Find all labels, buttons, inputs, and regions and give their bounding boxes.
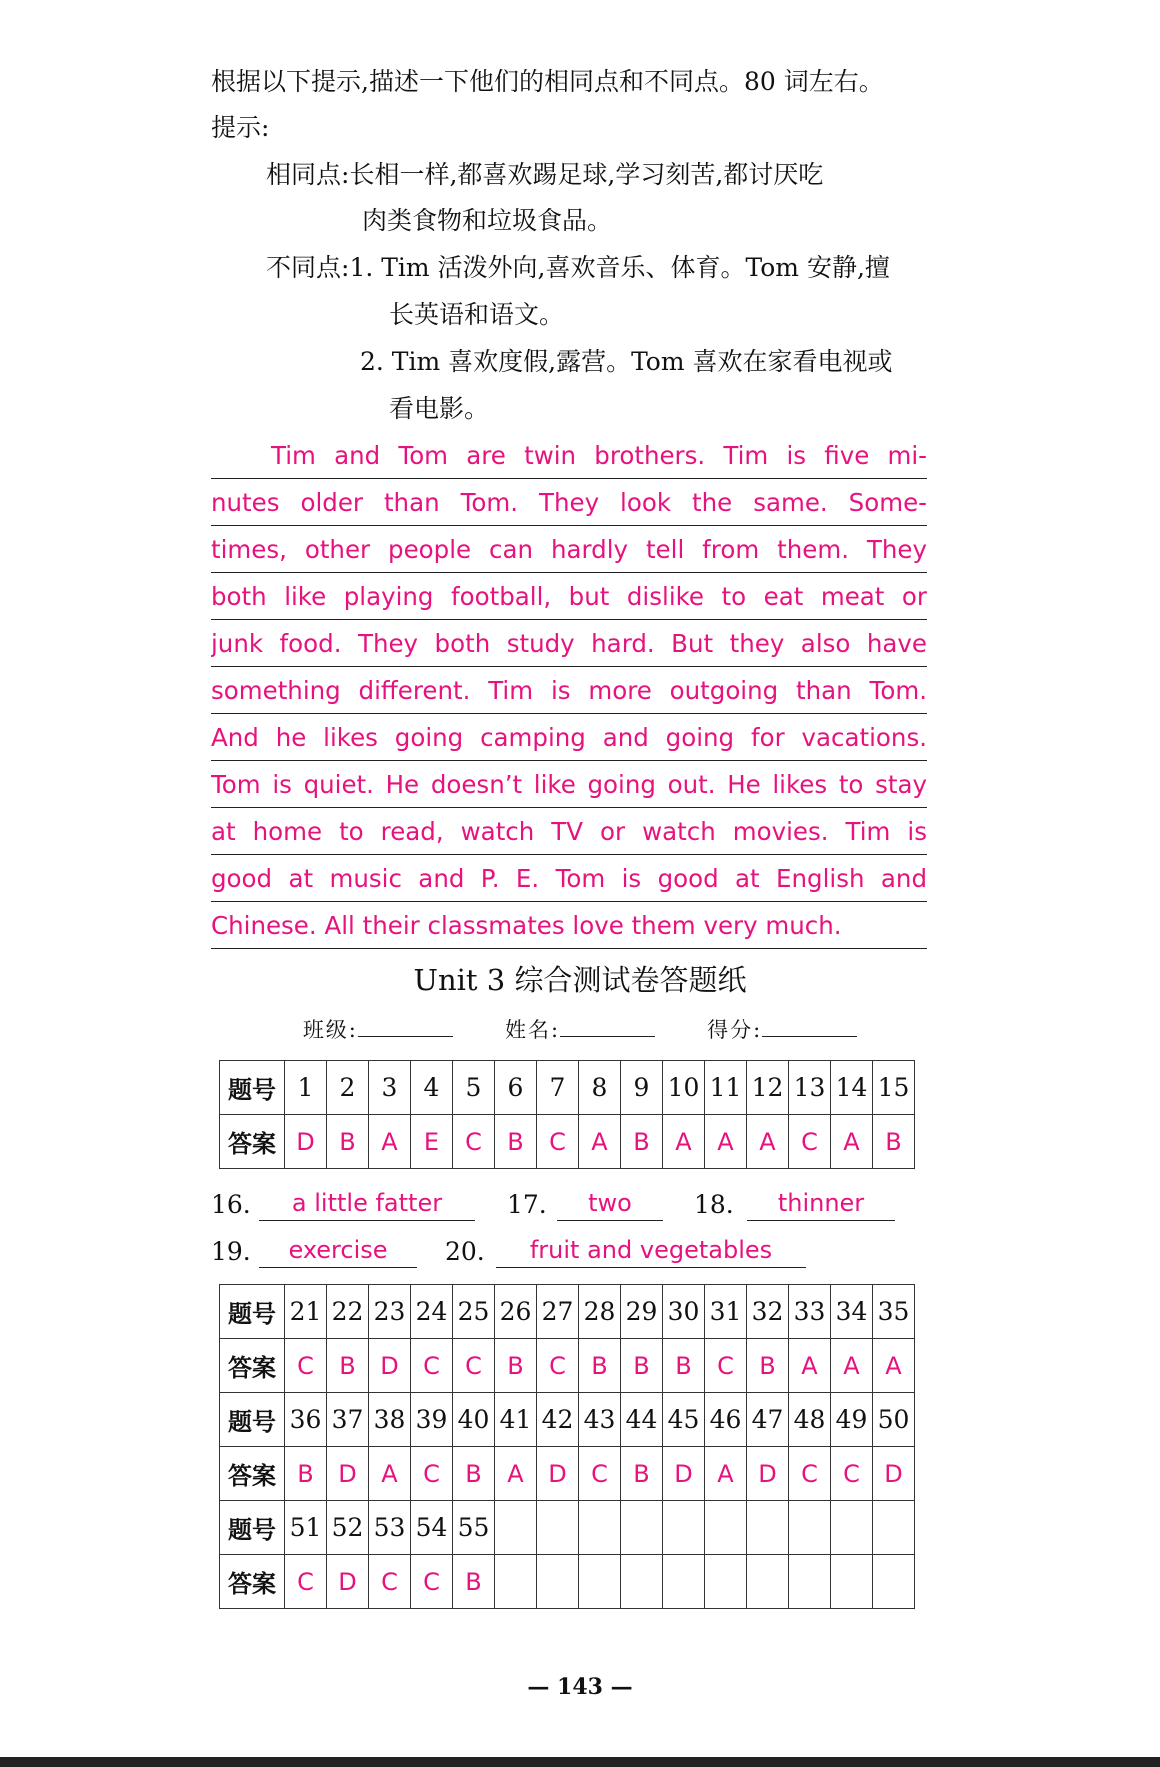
question-number: 22 [327,1285,369,1339]
essay-line-6: something different. Tim is more outgoing than Tom. [211,669,927,714]
question-number: 10 [663,1061,705,1115]
answer-cell: D [873,1447,915,1501]
question-number: 43 [579,1393,621,1447]
num-label: 题号 [220,1393,285,1447]
answer-cell: B [873,1115,915,1169]
answer-cell: D [369,1339,411,1393]
answer-cell: B [621,1339,663,1393]
empty-cell [495,1501,537,1555]
prompt-line-1: 根据以下提示,描述一下他们的相同点和不同点。80 词左右。 [211,67,884,96]
answer-cell: C [789,1115,831,1169]
class-blank[interactable] [358,1016,453,1037]
empty-cell [579,1501,621,1555]
question-number: 49 [831,1393,873,1447]
question-number: 13 [789,1061,831,1115]
answer-cell: B [327,1339,369,1393]
empty-cell [621,1501,663,1555]
answer-cell: A [369,1115,411,1169]
essay-line-3: times, other people can hardly tell from them. They [211,528,927,573]
num-label: 题号 [220,1501,285,1555]
answer-cell: D [285,1115,327,1169]
essay-line-8: Tom is quiet. He doesn’t like going out. He likes to stay [211,763,927,808]
answer-cell: D [327,1447,369,1501]
answer-cell: C [285,1555,327,1609]
table-row [220,1393,915,1447]
answer-cell: D [663,1447,705,1501]
diff-line-1b: 长英语和语文。 [389,300,565,329]
question-number: 1 [285,1061,327,1115]
question-number: 44 [621,1393,663,1447]
name-blank[interactable] [560,1016,655,1037]
question-number: 31 [705,1285,747,1339]
score-label: 得分: [707,1018,763,1042]
question-number: 15 [873,1061,915,1115]
table-row [220,1501,915,1555]
ans-label: 答案 [220,1555,285,1609]
answer-cell: C [537,1339,579,1393]
empty-cell [705,1501,747,1555]
diff-label: 不同点: [266,253,350,282]
score-blank[interactable] [762,1016,857,1037]
essay-line-9: at home to read, watch TV or watch movies. Tim is [211,810,927,855]
table-row [220,1115,915,1169]
ans-label: 答案 [220,1339,285,1393]
answer-cell: C [579,1447,621,1501]
question-number: 21 [285,1285,327,1339]
question-number: 11 [705,1061,747,1115]
question-number: 51 [285,1501,327,1555]
answer-cell: B [621,1447,663,1501]
q19-number: 19. [211,1237,251,1266]
q20-number: 20. [445,1237,485,1266]
empty-cell [537,1501,579,1555]
empty-cell [873,1501,915,1555]
similar-text-1: 长相一样,都喜欢踢足球,学习刻苦,都讨厌吃 [349,160,824,189]
answer-cell: C [831,1447,873,1501]
answer-cell: D [327,1555,369,1609]
answer-cell: C [789,1447,831,1501]
answer-cell: A [495,1447,537,1501]
num-label: 题号 [220,1285,285,1339]
answer-cell: A [369,1447,411,1501]
question-number: 39 [411,1393,453,1447]
answer-cell: B [621,1115,663,1169]
question-number: 52 [327,1501,369,1555]
question-number: 8 [579,1061,621,1115]
essay-line-11: Chinese. All their classmates love them very much. [211,904,927,949]
essay-line-2: nutes older than Tom. They look the same. Some- [211,481,927,526]
question-number: 38 [369,1393,411,1447]
empty-cell [579,1555,621,1609]
answer-cell: A [831,1115,873,1169]
student-info-line [0,1014,1160,1044]
empty-cell [663,1501,705,1555]
essay-line-1: Tim and Tom are twin brothers. Tim is five mi- [211,434,927,479]
table-row [220,1447,915,1501]
question-number: 5 [453,1061,495,1115]
answer-cell: C [453,1115,495,1169]
question-number: 2 [327,1061,369,1115]
question-number: 12 [747,1061,789,1115]
answer-cell: B [495,1339,537,1393]
similar-line-1 [266,157,823,193]
num-label: 题号 [220,1061,285,1115]
question-number: 40 [453,1393,495,1447]
answer-cell: A [705,1115,747,1169]
question-number: 28 [579,1285,621,1339]
empty-cell [747,1501,789,1555]
answer-cell: A [663,1115,705,1169]
question-number: 29 [621,1285,663,1339]
q16-number: 16. [211,1190,251,1219]
answer-cell: C [285,1339,327,1393]
question-number: 50 [873,1393,915,1447]
answer-cell: A [873,1339,915,1393]
answer-cell: C [369,1555,411,1609]
answer-cell: A [747,1115,789,1169]
similar-line-2: 肉类食物和垃圾食品。 [362,206,613,235]
question-number: 4 [411,1061,453,1115]
empty-cell [663,1555,705,1609]
answer-table-1 [219,1060,915,1169]
answer-cell: C [453,1339,495,1393]
empty-cell [831,1555,873,1609]
question-number: 23 [369,1285,411,1339]
empty-cell [621,1555,663,1609]
diff-text-1a: 1. Tim 活泼外向,喜欢音乐、体育。Tom 安静,擅 [349,253,890,282]
class-label: 班级: [302,1018,358,1042]
question-number: 3 [369,1061,411,1115]
essay-line-7: And he likes going camping and going for vacations. [211,716,927,761]
empty-cell [747,1555,789,1609]
question-number: 54 [411,1501,453,1555]
empty-cell [789,1501,831,1555]
answer-cell: B [495,1115,537,1169]
answer-cell: B [285,1447,327,1501]
question-number: 45 [663,1393,705,1447]
similar-label: 相同点: [266,160,350,189]
answer-cell: A [579,1115,621,1169]
question-number: 33 [789,1285,831,1339]
essay-line-10: good at music and P. E. Tom is good at English and [211,857,927,902]
question-number: 42 [537,1393,579,1447]
answer-cell: A [831,1339,873,1393]
table-row [220,1285,915,1339]
question-number: 55 [453,1501,495,1555]
essay-line-4: both like playing football, but dislike to eat meat or [211,575,927,620]
empty-cell [495,1555,537,1609]
answer-cell: B [453,1555,495,1609]
question-number: 9 [621,1061,663,1115]
page-number: — 143 — [527,1674,633,1700]
question-number: 27 [537,1285,579,1339]
answer-cell: A [789,1339,831,1393]
empty-cell [537,1555,579,1609]
question-number: 30 [663,1285,705,1339]
question-number: 41 [495,1393,537,1447]
question-number: 6 [495,1061,537,1115]
answer-cell: B [747,1339,789,1393]
essay-line-5: junk food. They both study hard. But they also have [211,622,927,667]
answer-cell: C [411,1339,453,1393]
answer-cell: C [537,1115,579,1169]
question-number: 26 [495,1285,537,1339]
question-number: 32 [747,1285,789,1339]
table-row [220,1061,915,1115]
answer-cell: D [747,1447,789,1501]
answer-cell: C [411,1555,453,1609]
question-number: 46 [705,1393,747,1447]
question-number: 47 [747,1393,789,1447]
question-number: 36 [285,1393,327,1447]
answer-cell: B [663,1339,705,1393]
prompt-line-2: 提示: [211,113,270,142]
table-row [220,1555,915,1609]
sheet-title: Unit 3 综合测试卷答题纸 [413,963,747,997]
ans-label: 答案 [220,1447,285,1501]
answer-cell: D [537,1447,579,1501]
question-number: 37 [327,1393,369,1447]
q18-answer: thinner [747,1186,895,1221]
answer-cell: C [411,1447,453,1501]
empty-cell [789,1555,831,1609]
question-number: 34 [831,1285,873,1339]
empty-cell [873,1555,915,1609]
answer-cell: B [579,1339,621,1393]
question-number: 25 [453,1285,495,1339]
table-row [220,1339,915,1393]
question-number: 7 [537,1061,579,1115]
diff-line-2b: 看电影。 [389,394,490,423]
q18-number: 18. [694,1190,734,1219]
diff-line-2a: 2. Tim 喜欢度假,露营。Tom 喜欢在家看电视或 [360,347,893,376]
answer-cell: E [411,1115,453,1169]
ans-label: 答案 [220,1115,285,1169]
empty-cell [831,1501,873,1555]
q17-number: 17. [507,1190,547,1219]
question-number: 14 [831,1061,873,1115]
q20-answer: fruit and vegetables [496,1233,806,1268]
answer-cell: C [705,1339,747,1393]
q19-answer: exercise [259,1233,417,1268]
question-number: 24 [411,1285,453,1339]
q17-answer: two [557,1186,663,1221]
name-label: 姓名: [504,1018,561,1042]
answer-cell: A [705,1447,747,1501]
question-number: 35 [873,1285,915,1339]
diff-line-1 [266,250,890,286]
question-number: 48 [789,1393,831,1447]
empty-cell [705,1555,747,1609]
q16-answer: a little fatter [259,1186,475,1221]
answer-cell: B [327,1115,369,1169]
bottom-border [0,1757,1160,1767]
question-number: 53 [369,1501,411,1555]
answer-table-2 [219,1284,915,1609]
answer-cell: B [453,1447,495,1501]
